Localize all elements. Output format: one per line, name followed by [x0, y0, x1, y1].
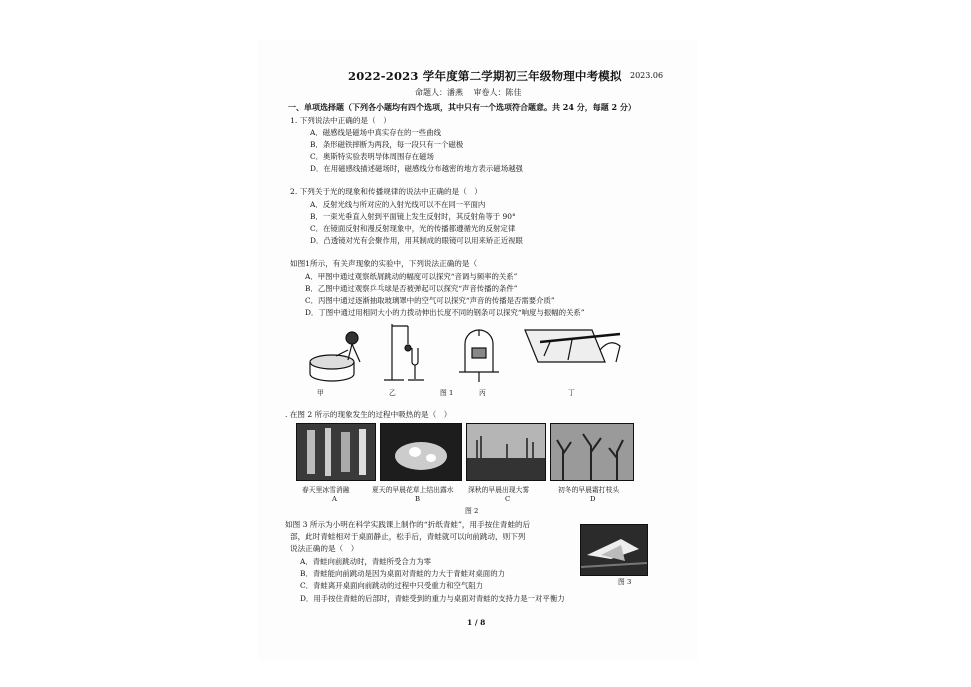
question-3-option-d: D．丁图中通过用相同大小的力拨动伸出长度不同的钢条可以探究“响度与振幅的关系” [305, 308, 585, 317]
question-2-stem: 2. 下列关于光的现象和传播规律的说法中正确的是（ ） [290, 187, 482, 196]
figure-1-drawings [300, 320, 640, 390]
question-5-option-b: B．青蛙能向前跳动是因为桌面对青蛙的力大于青蛙对桌面的力 [300, 569, 505, 578]
figure-2-photo-d [550, 423, 634, 481]
exam-date: 2023.06 [630, 71, 664, 80]
question-1-option-d: D．在用磁感线描述磁场时，磁感线分布越密的地方表示磁场越强 [310, 164, 523, 173]
figure-2-photo-d-frost [551, 424, 633, 480]
question-3-option-c: C．丙图中通过逐渐抽取玻璃罩中的空气可以探究“声音的传播是否需要介质” [305, 296, 555, 305]
question-4-stem: . 在图 2 所示的现象发生的过程中吸热的是（ ） [285, 410, 452, 419]
figure-1-bing-bell-jar [459, 330, 499, 382]
figure-2-caption-d: 初冬的早晨霜打枝头 [558, 486, 620, 494]
question-5-option-c: C．青蛙离开桌面向前跳动的过程中只受重力和空气阻力 [300, 581, 484, 590]
question-5-stem-line-2: 部，此时青蛙相对于桌面静止，松手后，青蛙就可以向前跳动，则下列 [290, 532, 526, 541]
question-2-option-c: C．在镜面反射和漫反射现象中，光的传播都遵循光的反射定律 [310, 224, 516, 233]
question-2-option-a: A．反射光线与所对应的入射光线可以不在同一平面内 [310, 200, 486, 209]
authors-line: 命题人：潘燕 审卷人：陈佳 [415, 88, 522, 97]
figure-1-label-ding: 丁 [568, 389, 575, 397]
figure-1-jia-drum [310, 332, 360, 381]
figure-3-paper-frog [581, 525, 647, 575]
figure-2-letter-c: C [505, 495, 511, 503]
question-2-option-d: D．凸透镜对光有会聚作用，用其制成的眼镜可以用来矫正近视眼 [310, 236, 523, 245]
page-title: 2022-2023 学年度第二学期初三年级物理中考模拟 [348, 69, 622, 83]
page-number: 1 / 8 [467, 618, 486, 627]
question-2-option-b: B．一束光垂直入射到平面镜上发生反射时，其反射角等于 90° [310, 212, 516, 221]
figure-1-ding-ruler [525, 330, 620, 362]
figure-2-letter-d: D [590, 495, 596, 503]
section-heading: 一、单项选择题（下列各小题均有四个选项，其中只有一个选项符合题意。共 24 分，每题 2 分） [288, 102, 636, 112]
question-1-stem: 1. 下列说法中正确的是（ ） [290, 116, 391, 125]
question-5-option-a: A．青蛙向前跳动时，青蛙所受合力为零 [300, 557, 431, 566]
question-3-option-a: A．甲图中通过观察纸屑跳动的幅度可以探究“音调与频率的关系” [305, 272, 518, 281]
figure-1-label-fig: 图 1 [440, 389, 454, 397]
figure-2-caption-c: 深秋的早晨出现大雾 [468, 486, 530, 494]
figure-2-caption-b: 夏天的早晨花草上结出露水 [372, 486, 454, 494]
figure-2-photo-a [296, 423, 376, 481]
figure-1-label-bing: 丙 [479, 389, 486, 397]
figure-2-photo-c-fog [467, 424, 545, 480]
figure-2-caption-a: 春天里冰雪消融 [302, 486, 350, 494]
figure-1-label-yi: 乙 [389, 389, 396, 397]
figure-3-label: 图 3 [618, 578, 632, 586]
question-5-stem-line-1: 如图 3 所示为小明在科学实践课上制作的“折纸青蛙”，用手按住青蛙的后 [285, 520, 531, 529]
question-5-stem-line-3: 说法正确的是（ ） [290, 544, 359, 553]
question-1-option-b: B．条形磁铁摔断为两段，每一段只有一个磁极 [310, 140, 464, 149]
figure-1-yi-tuning-fork [384, 324, 424, 380]
figure-2-photo-c [466, 423, 546, 481]
question-3-stem: 如图1所示，有关声现象的实验中，下列说法正确的是（ [290, 259, 478, 268]
figure-2-letter-b: B [415, 495, 420, 503]
figure-3-photo [580, 524, 648, 576]
figure-2-letter-a: A [332, 495, 337, 503]
figure-1-label-jia: 甲 [317, 389, 324, 397]
question-3-option-b: B．乙图中通过观察乒乓球是否被弹起可以探究“声音传播的条件” [305, 284, 518, 293]
question-1-option-a: A．磁感线是磁场中真实存在的一些曲线 [310, 128, 441, 137]
question-1-option-c: C．奥斯特实验表明导体周围存在磁场 [310, 152, 434, 161]
figure-2-label: 图 2 [465, 507, 479, 515]
figure-2-photo-b-dew [381, 424, 461, 480]
figure-2-photo-b [380, 423, 462, 481]
figure-2-photo-a-ice [297, 424, 375, 480]
question-5-option-d: D．用手按住青蛙的后部时，青蛙受到的重力与桌面对青蛙的支持力是一对平衡力 [300, 594, 565, 603]
